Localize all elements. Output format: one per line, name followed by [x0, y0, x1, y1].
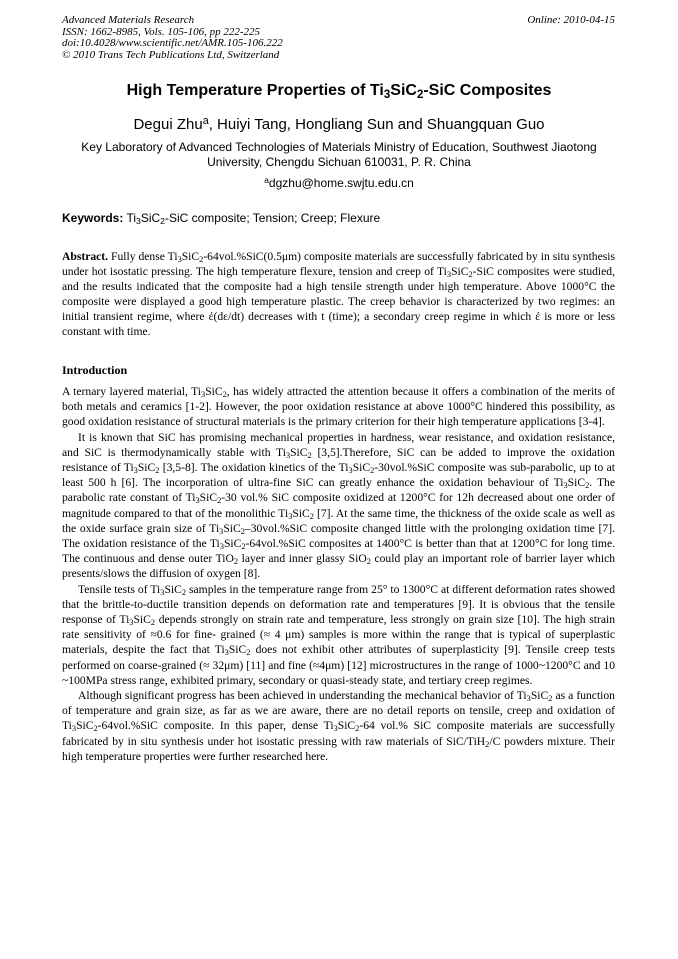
journal-name: Advanced Materials Research — [62, 14, 195, 26]
paragraph-2: It is known that SiC has promising mechanical properties in hardness, wear resistance, and oxidation resistance, and SiC is thermodynamically stable with $Ti_3SiC_2$ [3,5].Therefore, SiC can be added to improve the oxidation resistance of $Ti_3SiC_2$ [3,5-8]. The oxidation kinetics of the $Ti_3SiC_2-30vol.\%SiC$ composite was sub-parabolic, up to at least 500 h [6]. The incorporation of ultra-fine SiC can greatly enhance the oxidation behaviour of $Ti_3SiC_2$. The parabolic rate constant of $Ti_3SiC_2-30$ vol.% SiC composite oxidized at 1200°C for 12h decreased about one order of magnitude compared to that of the monolithic $Ti_3SiC_2$ [7]. At the same time, the thickness of the oxide scale as well as the oxide surface grain size of $Ti_3SiC_2-30vol.\%SiC$ composite changed little with the prolonging oxidation time [7]. The oxidation resistance of the $Ti_3SiC_2-64vol.\%SiC$ composites at 1400°C is better than that at 1200°C for long time. The continuous and dense outer TiO$_2$ layer and inner glassy SiO$_2$ could play an important role of barrier layer which presents/slows the diffusion of oxygen [8]. — [62, 430, 616, 581]
section-heading-introduction: Introduction — [62, 363, 128, 377]
paragraph-1: A ternary layered material, $Ti_3SiC_2$, has widely attracted the attention because it offers a combination of the merits of both metals and ceramics [1-2]. However, the poor oxidation resistance at above 1000°C hindered this possibility, as good oxidation resistance of structural materials is the primary criterion for their high temperature applications [3-4]. — [62, 385, 616, 429]
issn-line: ISSN: 1662-8985, Vols. 105-106, pp 222-225 — [62, 25, 260, 38]
keywords-label: Keywords: — [62, 211, 124, 225]
copyright-line: © 2010 Trans Tech Publications Ltd, Switzerland — [62, 48, 280, 61]
affiliation: Key Laboratory of Advanced Technologies of Materials Ministry of Education, Southwest Jiaotong University, Chengdu Sichuan 610031, P. R. China — [81, 140, 597, 169]
keywords: Keywords: $Ti_3SiC_2$-SiC composite; Tension; Creep; Flexure — [62, 211, 381, 227]
paragraph-4: Although significant progress has been achieved in understanding the mechanical behavior of $Ti_3SiC_2$ as a function of temperature and grain size, as far as we are aware, there are no detail reports on tensile, creep and oxidation of $Ti_3SiC_2-64vol.\%SiC$ composite. In this paper, dense $Ti_3SiC_2-64$ vol.% SiC composite materials are successfully fabricated by in situ synthesis under hot isostatic pressing with raw materials of SiC/TiH$_2$/C powders mixture. Their high temperature properties were further researched here. — [62, 689, 615, 763]
abstract: Abstract. Fully dense $Ti_3SiC_2-64vol.\%SiC(0.5\mu m)$ composite materials are successfully fabricated by in situ synthesis under hot isostatic pressing. The high temperature flexure, tension and creep of $Ti_3SiC_2$-SiC composites were studied, and the results indicated that the composite had a high tensile strength under high temperature. Above 1000°C the composite were displayed a good high temperature plastic. The creep behavior is characterized by two regimes: an initial transient regime, where έ(dε/dt) decreases with t (time); a secondary creep regime in which έ is more or less constant with time. — [62, 250, 615, 339]
abstract-label: Abstract. — [62, 250, 109, 263]
journal-header — [62, 15, 283, 61]
doi-line: doi:10.4028/www.scientific.net/AMR.105-106.222 — [62, 37, 283, 49]
paper-title: High Temperature Properties of $Ti_3SiC_2$-SiC Composites — [126, 82, 552, 101]
online-date: Online: 2010-04-15 — [527, 14, 615, 26]
author-email: $^a$dgzhu@home.swjtu.edu.cn — [264, 175, 414, 190]
author-list: Degui Zhu$^a$, Huiyi Tang, Hongliang Sun and Shuangquan Guo — [133, 115, 545, 133]
introduction-body — [62, 384, 615, 764]
paragraph-3: Tensile tests of $Ti_3SiC_2$ samples in the temperature range from 25° to 1300°C at different deformation rates showed that the brittle-to-ductile transition depends on deformation rate and temperatures [9]. It is obvious that the tensile response of $Ti_3SiC_2$ depends strongly on strain rate and temperature, less strongly on grain size [10]. The high strain rate sensitivity of ≈0.6 for fine- grained (≈ 4 μm) samples is more within the range that is typical of superplastic materials, despite the fact that $Ti_3SiC_2$ does not exhibit other attributes of superplasticity [9]. Tensile creep tests performed on coarse-grained (≈ 32μm) [11] and fine (≈4μm) [12] microstructures in the range of 1000~1200°C and 10 ~100MPa stress range, exhibited primary, secondary or quasi-steady state, and tertiary creep regimes. — [62, 582, 615, 687]
